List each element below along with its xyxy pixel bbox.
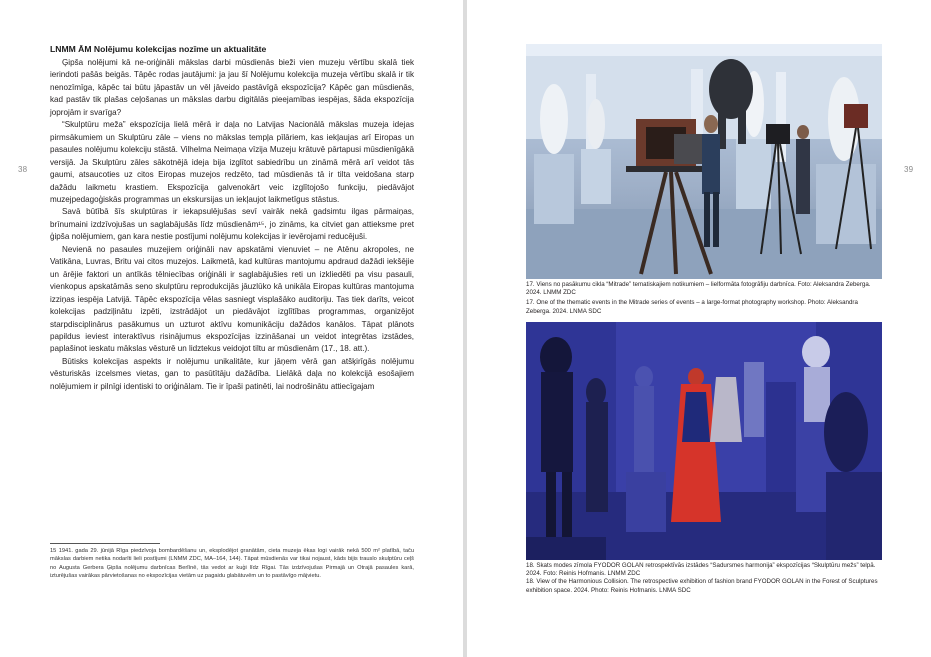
figure-17-caption — [526, 281, 882, 316]
figure-18-caption — [526, 562, 882, 595]
footnote: 15 1941. gada 29. jūnijā Rīga piedzīvoja bombardēšanu un, eksplodējot granātām, cieta muzeja ēkas logi vairāk nekā 500 m² platībā, taču mākslas darbiem netika nodarīti lieli postījumi (LNMM ZDC, MA–164, 144). Tāpat mūsdienās var tikai nojaust, kāds bijis trauslo skulptūru ceļš no Augusta Gerbera Ģipša nolējumu darbnīcas Berlīnē, tās vedot ar kuģi līdz Rīgai. Tās izdzīvojušas Pirmajā un Otrajā pasaules karā, izturējušas vairākas pārvietošanas no ekspozīcijas vietām uz pagaidu glabātuvēm un to pastāvīgo mājvietu. — [50, 548, 414, 579]
photograph-darkroom-icon — [526, 44, 882, 279]
article-paragraph: Nevienā no pasaules muzejiem oriģināli nav apskatāmi vienuviet – ne Atēnu akropoles, ne Vatikāna, Luvras, Britu vai citos muzejos. Laikmetā, kad kultūras mantojumu apdraud dažādi iekšējie un ārējie faktori un antīkās tēlniecības oriģināli ir saglabājušies reti un izkliedēti pa visu pasauli, vienkopus apskatāmās seno skulptūru reprodukcijās jāuzlūko kā unikāla Eiropas kultūras mantojuma izziņas iespēja Latvijā. Tāpēc ekspozīcija vēlas sasniegt visplašāko auditoriju. Tas tiek darīts, veicot kolekcijas padziļinātu izpēti, izstrādājot un piedāvājot izglītības programmas, organizējot starpdisciplinārus pasākumus un uzturot aktīvu komunikāciju dažādos kanālos. Tāpat plānots papildus ieviest interaktīvus risinājumus ekspozīcijas izzināšanai un veidot integrētas izstādes, paplašinot ieskatu mākslas vēsturē un lidztekus veidojot tiltu ar mūsdienām (17., 18. att.). — [50, 244, 414, 354]
article-paragraph: Savā būtībā šīs skulptūras ir iekapsulējušas sevī vairāk nekā gadsimtu ilgas pārmaiņas, brīnumaini izdzīvojušas un saglabājušās līdz mūsdienām¹⁵, jo zināms, ka citviet gan attieksme pret ģipša nolējumiem, gan kara nestie postījumi nolējumu kolekcijas ir ievērojami reducējuši. — [50, 207, 414, 242]
left-page — [0, 0, 463, 657]
caption-latvian: 18. Skats modes zīmola FYODOR GOLAN retrospektīvās izstādes “Sadursmes harmonija” ekspozīcijas “Skulptūru mežs” telpā. 2024. Foto: Reinis Hofmanis. LNMM ZDC — [526, 562, 876, 578]
footnote-divider — [50, 543, 160, 544]
article-paragraph: Būtisks kolekcijas aspekts ir nolējumu unikalitāte, kur jāņem vērā gan atšķirīgās nolējumu vēsturiskās izcelsmes vietas, gan to pasūtītāju dažādība. Lielākā daļa no kolekcijā esošajiem nolējumiem ir pilnīgi identiski to oriģinālam. Tie ir īpaši patinēti, lai nodrošinātu attiecīgajam — [50, 356, 414, 391]
right-page-number: 39 — [904, 165, 914, 174]
caption-latvian: 17. Viens no pasākumu cikla “Mitrade” tematiskajiem notikumiem – lielformāta fotogrāfiju darbnīca. Foto: Aleksandra Zeberga. 2024. LNMM ZDC — [526, 281, 871, 297]
left-page-number: 38 — [18, 165, 28, 174]
article-paragraph: Ģipša nolējumi kā ne-oriģināli mākslas darbi mūsdienās bieži vien muzeju vērtību skalā tiek ierindoti pašās beigās. Tāpēc rodas jautājumi: ja jau šī Nolējumu kolekcija muzeja vērtību skalā ir tik nenozīmīga, kāpēc tai būtu jāpastāv un vēl jāveido pastāvīgā ekspozīcija? Kāpēc gan mūsdienās, kad pastāv tik plašas ceļošanas un mākslas darbu digitālās pieejamības iespējas, šāda ekspozīcija joprojām ir svarīga? — [50, 58, 414, 117]
caption-english: 17. One of the thematic events in the Mitrade series of events – a large-format photography workshop. Photo: Aleksandra Zeberga. 2024. LNMA SDC — [526, 299, 858, 315]
caption-english: 18. View of the Harmonious Collision. The retrospective exhibition of fashion brand FYODOR GOLAN in the Forest of Sculptures exhibition space. 2024. Photo: Reinis Hofmanis. LNMA SDC — [526, 578, 878, 594]
photograph-exhibition-icon — [526, 322, 882, 560]
article-body — [50, 44, 414, 393]
article-heading: LNMM ĀM Nolējumu kolekcijas nozīme un aktualitāte — [50, 44, 267, 54]
article-paragraph: “Skulptūru meža” ekspozīcija lielā mērā ir daļa no Latvijas Nacionālā mākslas muzeja idejas pirmsākumiem un Skulptūru zāle – viens no mākslas tempļa pīlāriem, kas iekļaujas arī Eiropas un pasaules nolējumu kolekciju stāstā. Vilhelma Neimaņa vīzija Muzeju krātuvē pārtapusi mūsdienīgākā versijā. Ja Skulptūru zāles sākotnējā ideja bija izglītot sabiedrību un zināmā mērā arī veidot tās gaumi, atsaucoties uz citos Eiropas muzejos redzēto, tad mūsdienās tā ir tilta veidošana starp dažādu laikmetu krastiem. Ekspozīcija galvenokārt veic izglītojošo funkciju, piedāvājot muzejpedagoģiskās programmas un ekskursijas un iekļaujot laikmetīgus stāstus. — [50, 120, 414, 204]
